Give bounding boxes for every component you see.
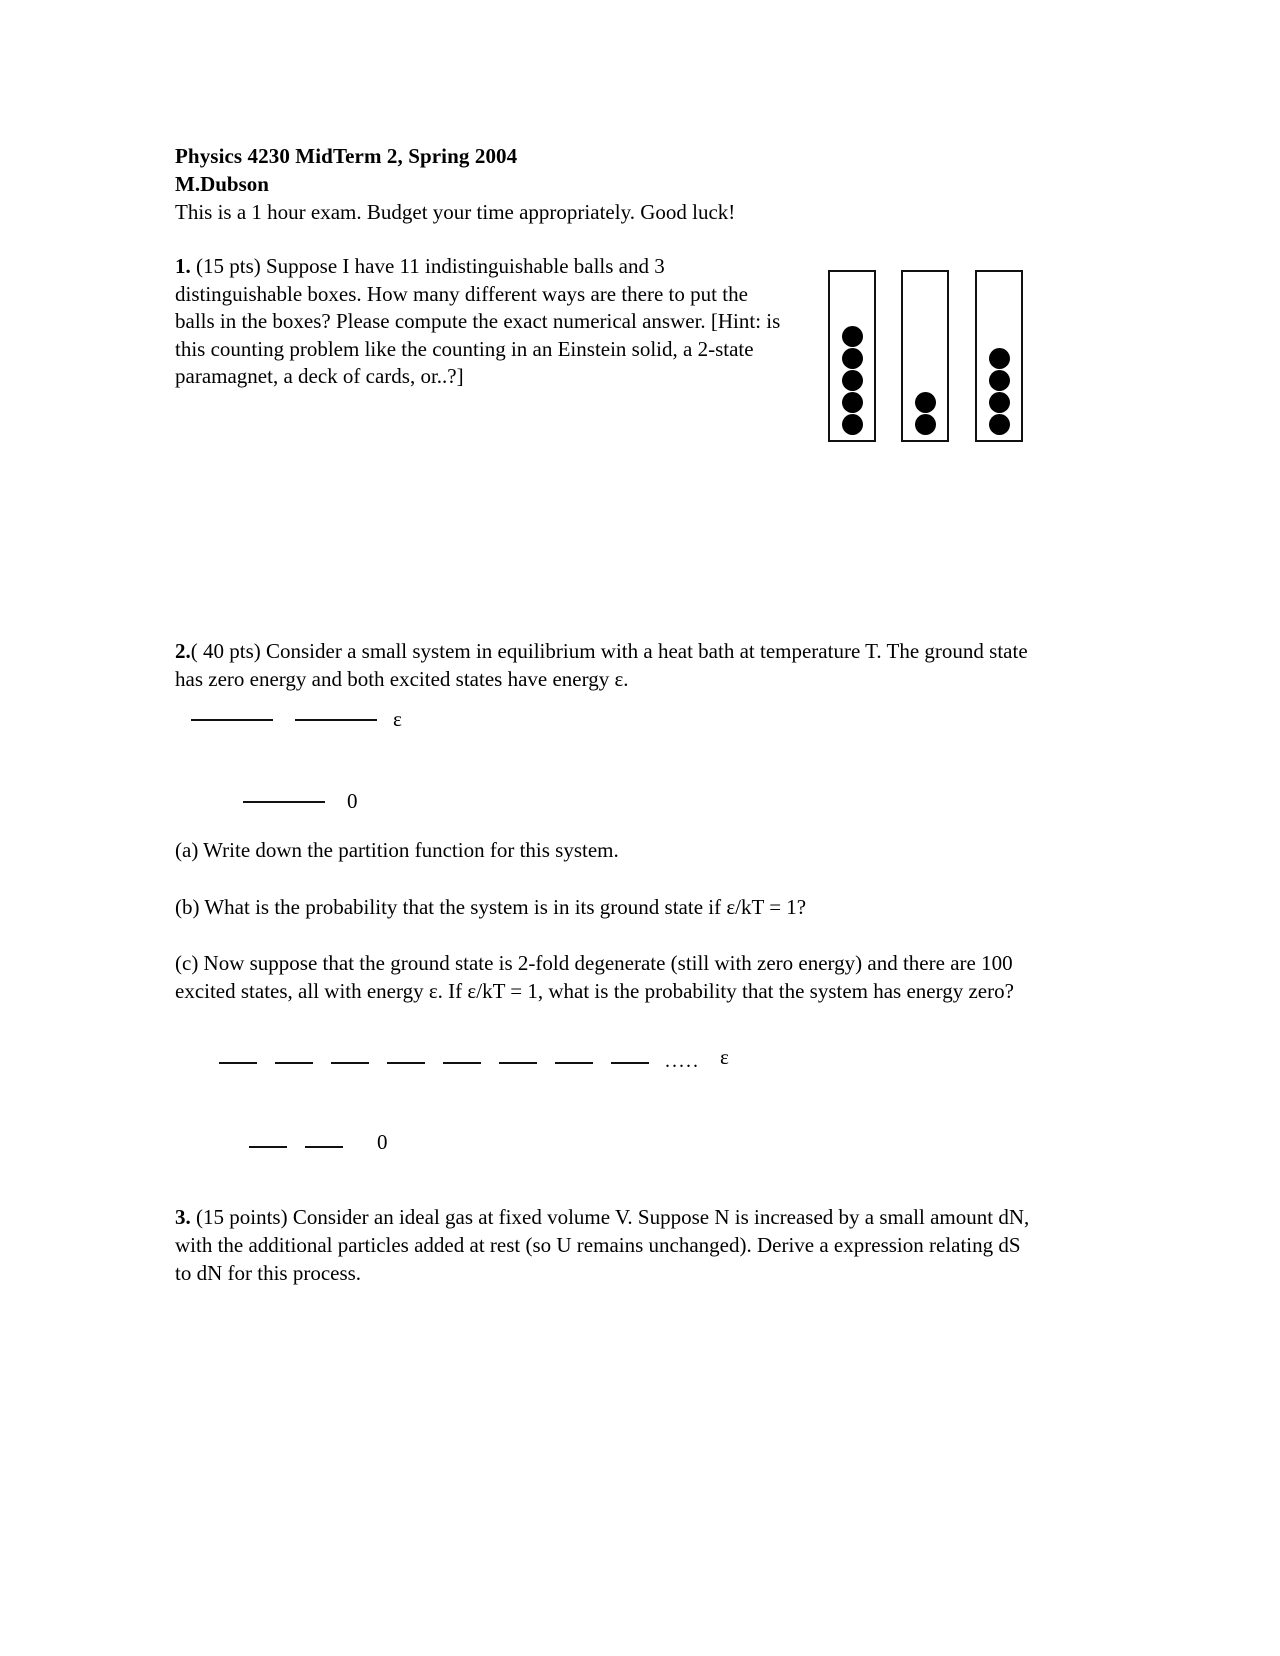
problem-2-number: 2. (175, 639, 191, 663)
ball (842, 392, 863, 413)
author-name: M.Dubson (175, 172, 269, 196)
ball (842, 414, 863, 435)
excited-level-line (275, 1062, 313, 1064)
box-3 (975, 270, 1023, 442)
excited-level-line (555, 1062, 593, 1064)
problem-2-part-a: (a) Write down the partition function for this system. (175, 838, 619, 862)
ground-level-label: 0 (347, 789, 358, 813)
excited-level-line (499, 1062, 537, 1064)
document-header (175, 142, 935, 227)
excited-level-label: ε (393, 707, 402, 731)
problem-2-text: ( 40 pts) Consider a small system in equilibrium with a heat bath at temperature T. The ground state has zero energy and both excited states have energy ε. (175, 639, 1028, 691)
excited-level-line (331, 1062, 369, 1064)
problem-3 (175, 1203, 1040, 1287)
ground-level-line (243, 801, 325, 803)
problem-2-part-c: (c) Now suppose that the ground state is 2-fold degenerate (still with zero energy) and there are 100 excited states, all with energy ε. If ε/kT = 1, what is the probability that the system has energy zero? (175, 951, 1014, 1003)
problem-2 (175, 637, 1055, 693)
excited-level-line (219, 1062, 257, 1064)
ball (989, 414, 1010, 435)
excited-level-line (295, 719, 377, 721)
page-title: Physics 4230 MidTerm 2, Spring 2004 (175, 144, 518, 168)
ground-level-line (305, 1146, 343, 1148)
problem-1 (175, 253, 787, 391)
problem-1-number: 1. (175, 254, 191, 278)
balls-in-boxes-diagram (828, 270, 1038, 445)
excited-level-line (191, 719, 273, 721)
ball (842, 326, 863, 347)
ball (989, 370, 1010, 391)
excited-level-ellipsis: ..... (665, 1050, 700, 1072)
ball (842, 348, 863, 369)
ground-level-line (249, 1146, 287, 1148)
ground-level-label: 0 (377, 1130, 388, 1154)
ball (915, 414, 936, 435)
ball (989, 392, 1010, 413)
excited-level-label: ε (720, 1045, 729, 1069)
excited-level-line (387, 1062, 425, 1064)
problem-3-text: (15 points) Consider an ideal gas at fixed volume V. Suppose N is increased by a small amount dN, with the additional particles added at rest (so U remains unchanged). Derive a expression relating dS to dN for this process. (175, 1205, 1030, 1285)
ball (989, 348, 1010, 369)
ball (842, 370, 863, 391)
box-2 (901, 270, 949, 442)
problem-2-part-b: (b) What is the probability that the system is in its ground state if ε/kT = 1? (175, 895, 807, 919)
ball (915, 392, 936, 413)
problem-3-number: 3. (175, 1205, 191, 1229)
box-1 (828, 270, 876, 442)
excited-level-line (443, 1062, 481, 1064)
excited-level-line (611, 1062, 649, 1064)
exam-instructions: This is a 1 hour exam. Budget your time appropriately. Good luck! (175, 200, 736, 224)
problem-1-text: (15 pts) Suppose I have 11 indistinguishable balls and 3 distinguishable boxes. How many different ways are there to put the balls in the boxes? Please compute the exact numerical answer. [Hint: is this counting problem like the counting in an Einstein solid, a 2-state paramagnet, a deck of cards, or..?] (175, 254, 781, 388)
degenerate-energy-level-diagram (175, 1040, 795, 1170)
